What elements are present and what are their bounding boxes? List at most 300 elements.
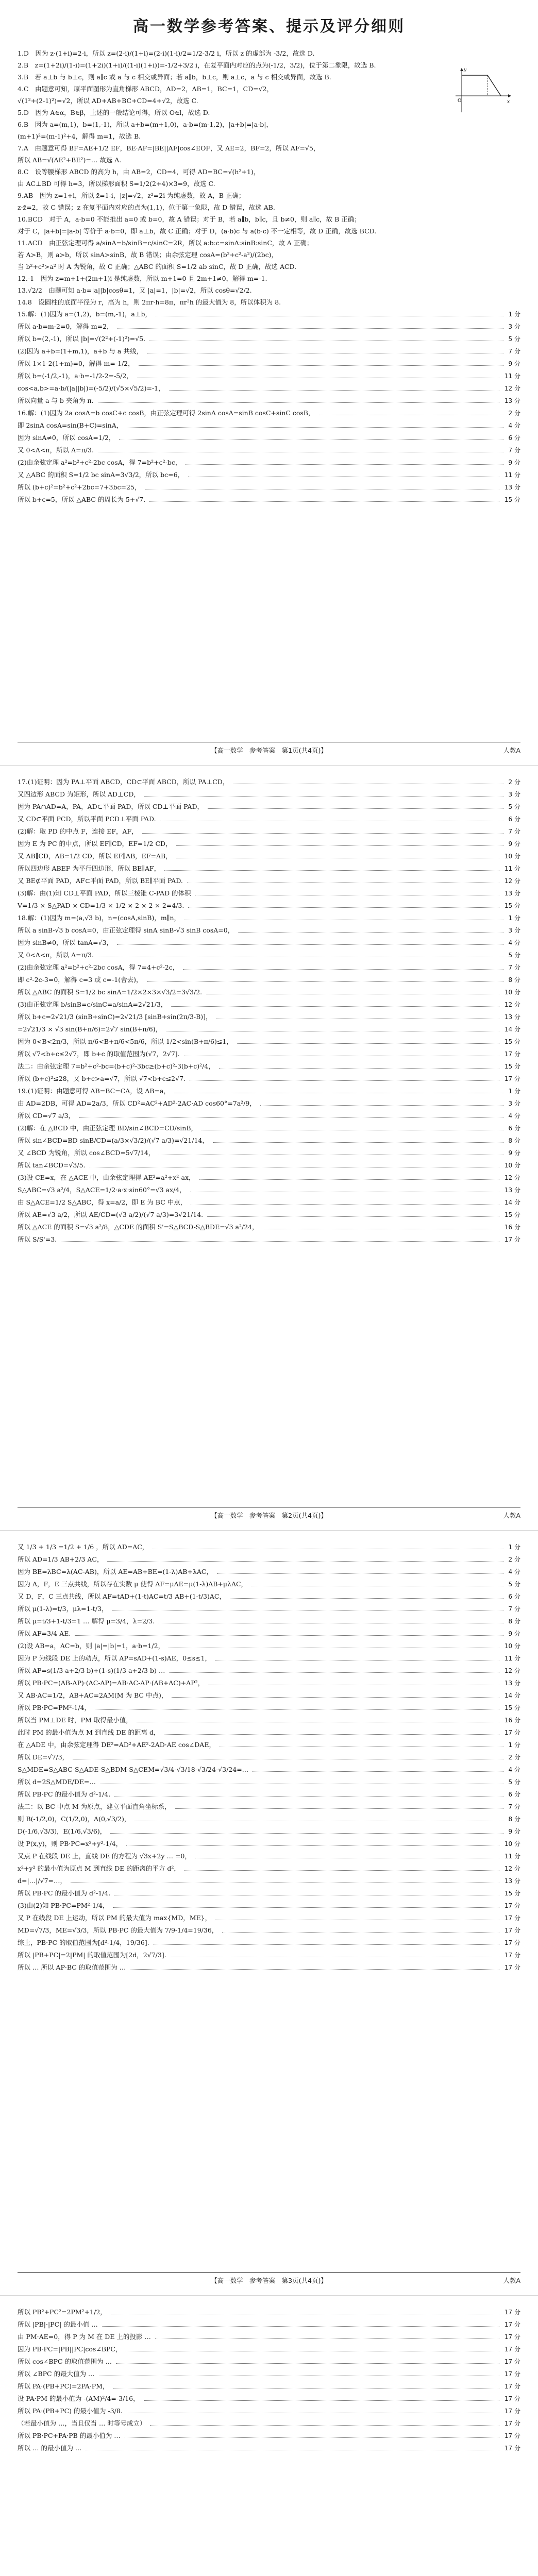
answer-text: 所以 (b+c)²=b²+c²+2bc=7+3bc=25， — [18, 483, 141, 491]
answer-line — [18, 1776, 520, 1788]
page-footer — [18, 2272, 520, 2288]
score-mark: 17 分 — [504, 2346, 520, 2353]
answer-text: 因为 sinA≠0，所以 cosA=1/2， — [18, 434, 115, 442]
answer-line — [18, 2405, 520, 2417]
answer-text: 14.8 设圆柱的底面半径为 r，高为 h，则 2πr·h=8π，πr²h 的最大值为 8，所以体积为 8. — [18, 298, 281, 306]
answer-text: 设 PA·PM 的最小值为 -(AM)²/4=-3/16， — [18, 2395, 140, 2402]
answer-text: 所以 AP=s(1/3 a+2/3 b)+(1-s)(1/3 a+2/3 b) … — [18, 1667, 165, 1674]
answer-text: (2)因为 a+b=(1+m,1)，a+b 与 a 共线， — [18, 347, 143, 355]
dotted-leader — [125, 2437, 499, 2438]
footer-edition-code: 人教A — [503, 2277, 520, 2284]
answer-line — [18, 1023, 520, 1036]
score-mark: 8 分 — [508, 1618, 520, 1625]
answer-line — [18, 370, 520, 382]
dotted-leader — [253, 1771, 503, 1772]
score-mark: 1 分 — [508, 1088, 520, 1095]
answer-text: 4.C 由题意可知，原平面图形为直角梯形 ABCD，AD=2，AB=1，BC=1，CD=√2， — [18, 85, 273, 93]
answer-text: 因为 0<B<2π/3，所以 π/6<B+π/6<5π/6，所以 1/2<sin(B+π/6)≤1， — [18, 1038, 233, 1045]
score-mark: 4 分 — [508, 1568, 520, 1575]
dotted-leader — [130, 1969, 499, 1970]
score-mark: 6 分 — [508, 1125, 520, 1132]
answer-line — [18, 1813, 520, 1825]
answer-line — [18, 456, 520, 469]
dotted-leader — [169, 1672, 499, 1673]
answer-line — [18, 887, 520, 900]
answer-line — [18, 1961, 520, 1974]
answer-line — [18, 1048, 520, 1060]
answer-line — [18, 333, 520, 345]
answer-text: 10.BCD 对于 A，a·b=0 不能推出 a=0 或 b=0，故 A 错误；对于 B，若 a∥b，b∥c，且 b≠0，则 a∥c，故 B 正确； — [18, 215, 361, 223]
answer-text: 5.D 因为 A∈α，B∈β，上述的一般结论可得，所以 O∈l，故选 D. — [18, 109, 210, 116]
score-mark: 2 分 — [508, 778, 520, 786]
answer-line — [18, 986, 520, 998]
answer-line — [18, 2380, 520, 2393]
answer-text: 因为 sinB≠0，所以 tanA=√3， — [18, 939, 113, 946]
dotted-leader — [102, 2326, 499, 2327]
score-mark: 13 分 — [504, 1013, 520, 1021]
answer-line — [18, 83, 520, 95]
answer-text: 所以 μ(1-λ)=t/3，μλ=1-t/3， — [18, 1605, 108, 1613]
answer-line — [18, 862, 520, 875]
answer-line — [18, 1566, 520, 1578]
answer-text: (2)解：在 △BCD 中，由正弦定理 BD/sin∠BCD=CD/sinB， — [18, 1124, 198, 1132]
dotted-leader — [61, 1241, 499, 1242]
score-mark: 17 分 — [504, 1050, 520, 1058]
answer-text: 6.B 因为 a=(m,1)，b=(1,-1)，所以 a+b=(m+1,0)，a-b=(m-1,2)，|a+b|=|a-b|， — [18, 121, 273, 128]
answer-line — [18, 813, 520, 825]
answer-text: (2)由余弦定理 a²=b²+c²-2bc cosA，得 7=b²+c²-bc， — [18, 459, 182, 466]
answer-text: MD=√7/3，ME=√3/3，所以 PB·PC 的最大值为 7/9-1/4=19/36， — [18, 1926, 218, 1934]
answer-text: 所以 AE=√3 a/2，所以 AE/CD=(√3 a/2)/(√7 a/3)=3√21/14. — [18, 1211, 204, 1218]
answer-text: (3)由正弦定理 b/sinB=c/sinC=a/sinA=2√21/3， — [18, 1001, 167, 1008]
answer-text: 所以向量 a 与 b 夹角为 π. — [18, 397, 94, 404]
score-mark: 15 分 — [504, 902, 520, 909]
dotted-leader — [171, 1006, 499, 1007]
score-mark: 10 分 — [504, 989, 520, 996]
dotted-leader — [176, 845, 503, 846]
score-mark: 11 分 — [504, 372, 520, 380]
answer-text: 所以 |PB|·|PC| 的最小值 … — [18, 2320, 98, 2328]
answer-line — [18, 2430, 520, 2442]
answer-text: 对于 C，|a+b|=|a-b| 等价于 a·b=0，即 a⊥b，故 C 正确；对于 D，(a·b)c 与 a(b·c) 不一定相等，故 D 正确，故选 BCD. — [18, 227, 377, 235]
answer-line — [18, 2355, 520, 2368]
dotted-leader — [184, 1870, 499, 1871]
score-mark: 4 分 — [508, 422, 520, 429]
score-mark: 17 分 — [504, 1729, 520, 1736]
dotted-leader — [238, 932, 503, 933]
score-mark: 15 分 — [504, 1038, 520, 1045]
score-mark: 17 分 — [504, 1939, 520, 1946]
dotted-leader — [117, 944, 503, 945]
answer-text: 所以当 PM⊥DE 时，PM 取得最小值， — [18, 1716, 132, 1724]
answer-line — [18, 1578, 520, 1590]
answer-text: 因为 A，F，E 三点共线，所以存在实数 μ 使得 AF=μAE=μ(1-λ)AB+μλAC， — [18, 1580, 248, 1588]
score-mark: 17 分 — [504, 2309, 520, 2316]
answer-line — [18, 1603, 520, 1615]
dotted-leader — [222, 1932, 499, 1933]
answer-text: 由 S△ACE=1/2 S△ABC，得 x=a/2，即 E 为 BC 中点， — [18, 1198, 187, 1206]
score-mark: 11 分 — [504, 1853, 520, 1860]
score-mark: 17 分 — [504, 1236, 520, 1243]
score-mark: 6 分 — [508, 1791, 520, 1798]
answer-text: 所以 μ=t/3+1-t/3=1 … 解得 μ=3/4，λ=2/3. — [18, 1617, 155, 1625]
score-mark: 17 分 — [504, 2395, 520, 2402]
score-mark: 12 分 — [504, 877, 520, 885]
score-mark: 17 分 — [504, 2432, 520, 2439]
answer-line — [18, 1677, 520, 1689]
answer-text: 因为 PA∩AD=A，PA，AD⊂平面 PAD，所以 CD⊥平面 PAD， — [18, 803, 204, 810]
answer-text: √(1²+(2-1)²)=√2，所以 AD+AB+BC+CD=4+√2，故选 C. — [18, 97, 198, 105]
score-mark: 1 分 — [508, 914, 520, 922]
answer-text: 所以 AD=1/3 AB+2/3 AC， — [18, 1555, 104, 1563]
answer-line — [18, 178, 520, 190]
answer-text: 所以 √7<b+c≤2√7，即 b+c 的取值范围为(√7，2√7]. — [18, 1050, 180, 1058]
answer-text: 所以 AF=3/4 AE. — [18, 1630, 71, 1637]
answer-line — [18, 1887, 520, 1900]
answer-line — [18, 1085, 520, 1097]
score-mark: 17 分 — [504, 2420, 520, 2427]
answer-line — [18, 1184, 520, 1196]
score-mark: 17 分 — [504, 2383, 520, 2390]
answer-text: S△MDE=S△ABC-S△ADE-S△BDM-S△CEM=√3/4-√3/18-√3/24-√3/24=… — [18, 1766, 249, 1773]
dotted-leader — [75, 1635, 503, 1636]
answer-text: 所以 … 的最小值为 … — [18, 2444, 82, 2452]
answer-line — [18, 382, 520, 395]
dotted-leader — [79, 1117, 503, 1118]
score-mark: 13 分 — [504, 1680, 520, 1687]
answer-text: 所以 b+c=2√21/3 (sinB+sinC)=2√21/3 [sinB+sin(2π/3-B)]， — [18, 1013, 212, 1021]
score-mark: 15 分 — [504, 496, 520, 503]
answer-line — [18, 1073, 520, 1085]
score-mark: 2 分 — [508, 1754, 520, 1761]
answer-line — [18, 237, 520, 249]
answer-text: 所以 △ABC 的面积 S=1/2 bc sinA=1/2×2×3×√3/2=3√3/2. — [18, 988, 203, 996]
answer-text: 又 0<A<π，所以 A=π/3. — [18, 951, 94, 959]
answer-text: (3)设 CE=x，在 △ACE 中，由余弦定理得 AE²=a²+x²-ax， — [18, 1174, 195, 1181]
answer-text: 又 D，F，C 三点共线，所以 AF=tAD+(1-t)AC=t/3 AB+(1-t/3)AC， — [18, 1592, 226, 1600]
answer-text: 综上，PB·PC 的取值范围为[d²-1/4，19/36]. — [18, 1939, 149, 1946]
score-mark: 7 分 — [508, 828, 520, 835]
answer-line — [18, 1900, 520, 1912]
score-mark: 6 分 — [508, 816, 520, 823]
answer-text: 所以 1×1-2(1+m)=0，解得 m=-1/2， — [18, 360, 134, 367]
answer-line — [18, 1764, 520, 1776]
answer-line — [18, 1702, 520, 1714]
score-mark: 13 分 — [504, 397, 520, 404]
answer-text: (3)解：由(1)知 CD⊥平面 PAD，所以三棱锥 C-PAD 的体积 — [18, 889, 191, 897]
answer-line — [18, 47, 520, 59]
answer-line — [18, 1875, 520, 1887]
answer-text: 3.B 若 a⊥b 与 b⊥c，则 a∥c 或 a 与 c 相交或异面；若 a∥b，b⊥c，则 a⊥c，a 与 c 相交或异面，故选 B. — [18, 73, 331, 81]
answer-line — [18, 1097, 520, 1110]
dotted-leader — [186, 464, 503, 465]
answer-line — [18, 320, 520, 333]
dotted-leader — [147, 981, 503, 982]
score-mark: 17 分 — [504, 2370, 520, 2378]
score-mark: 6 分 — [508, 1593, 520, 1600]
dotted-leader — [110, 1833, 503, 1834]
answer-text: 2.B z=(1+2i)/(1-i)=(1+2i)(1+i)/((1-i)(1+i))=-1/2+3/2 i，在复平面内对应的点为(-1/2，3/2)，位于第二象限，故选 B. — [18, 61, 376, 69]
answer-line — [18, 961, 520, 974]
score-mark: 17 分 — [504, 1964, 520, 1971]
score-mark: 11 分 — [504, 1655, 520, 1662]
answer-text: d=|…|/√7=…， — [18, 1877, 67, 1885]
dotted-leader — [98, 402, 499, 403]
x-axis-arrow — [508, 94, 511, 97]
dotted-leader — [169, 390, 499, 391]
dotted-leader — [230, 1598, 503, 1599]
score-mark: 3 分 — [508, 323, 520, 330]
score-mark: 9 分 — [508, 360, 520, 367]
answer-page-4 — [0, 2295, 538, 2576]
answer-line — [18, 71, 520, 83]
answer-text: （若最小值为 …，当且仅当 … 时等号成立） — [18, 2419, 146, 2427]
trapezoid-outline — [462, 75, 501, 96]
answer-line — [18, 875, 520, 887]
answer-text: 所以 ∠BPC 的最大值为 … — [18, 2370, 95, 2378]
score-mark: 12 分 — [504, 385, 520, 392]
answer-text: V=1/3 × S△PAD × CD=1/3 × 1/2 × 2 × 2 × 2=4/3. — [18, 902, 184, 909]
answer-text: 15.解：(1)因为 a=(1,2)，b=(m,-1)，a⊥b， — [18, 310, 152, 318]
answer-text: 所以 sin∠BCD=BD sinB/CD=(a/3×√3/2)/(√7 a/3)=√21/14， — [18, 1137, 209, 1144]
score-mark: 9 分 — [508, 1149, 520, 1157]
document-title: 高一数学参考答案、提示及评分细则 — [133, 18, 405, 36]
score-mark: 17 分 — [504, 2408, 520, 2415]
answer-line — [18, 1159, 520, 1172]
answer-line — [18, 912, 520, 924]
dotted-leader — [175, 1808, 503, 1809]
answer-line — [18, 1553, 520, 1566]
dotted-leader — [117, 328, 503, 329]
answer-line — [18, 2417, 520, 2430]
score-mark: 10 分 — [504, 1642, 520, 1650]
answer-line — [18, 998, 520, 1011]
answer-text: 因为 PB·PC=|PB||PC|cos∠BPC， — [18, 2345, 122, 2353]
footer-edition-code: 人教A — [503, 1512, 520, 1519]
answer-text: 所以 PB·PC 的最小值为 d²-1/4. — [18, 1790, 111, 1798]
answer-text: 12.-1 因为 z=m+1+(2m+1)i 是纯虚数，所以 m+1=0 且 2m+1≠0，解得 m=-1. — [18, 275, 267, 282]
dotted-leader — [237, 1043, 499, 1044]
x-label: x — [507, 99, 510, 105]
score-mark: 17 分 — [504, 2358, 520, 2365]
answer-text: 所以 tan∠BCD=√3/5. — [18, 1161, 86, 1169]
answer-text: 由 PM·AE=0，得 P 为 M 在 DE 上的投影 … — [18, 2333, 151, 2341]
answer-text: 当 b²+c²>a² 时 A 为锐角，故 C 正确；△ABC 的面积 S=1/2 ab sinC，故 D 正确，故选 ACD. — [18, 263, 297, 270]
footer-page-label: 【高一数学 参考答案 第1页(共4页)】 — [211, 747, 327, 754]
answer-text: 17.(1)证明：因为 PA⊥平面 ABCD，CD⊂平面 ABCD，所以 PA⊥CD， — [18, 778, 229, 786]
score-mark: 15 分 — [504, 1890, 520, 1897]
answer-line — [18, 432, 520, 444]
answer-line — [18, 1233, 520, 1246]
answer-text: D(-1/6,√3/3)，E(1/6,√3/6)， — [18, 1827, 107, 1835]
answer-text: 又 P 在线段 DE 上运动，所以 PM 的最大值为 max{MD，ME}， — [18, 1914, 212, 1922]
answer-text: (2)设 AB=a，AC=b，则 |a|=|b|=1，a·b=1/2， — [18, 1642, 165, 1650]
answer-text: 所以 d=2S△MDE/DE=… — [18, 1778, 96, 1786]
dotted-leader — [190, 1080, 499, 1081]
answer-line — [18, 838, 520, 850]
answer-text: 所以 (b+c)²≤28，又 b+c>a=√7，所以 √7<b+c≤2√7. — [18, 1075, 186, 1082]
answer-line — [18, 2393, 520, 2405]
score-mark: 11 分 — [504, 865, 520, 872]
answer-line — [18, 345, 520, 358]
score-mark: 7 分 — [508, 447, 520, 454]
answer-line — [18, 213, 520, 225]
answer-line — [18, 1615, 520, 1628]
score-mark: 10 分 — [504, 1162, 520, 1169]
answer-line — [18, 1801, 520, 1813]
answer-text: cos<a,b>=a·b/(|a||b|)=(-5/2)/(√5×√5/2)=-1， — [18, 384, 165, 392]
answer-line — [18, 201, 520, 213]
answer-text: 又 0<A<π，所以 A=π/3. — [18, 446, 94, 454]
answer-line — [18, 2331, 520, 2343]
answer-text: 11.ACD 由正弦定理可得 a/sinA=b/sinB=c/sinC=2R，所以 a:b:c=sinA:sinB:sinC，故 A 正确； — [18, 239, 313, 247]
answer-text: 所以 a·b=m-2=0，解得 m=2， — [18, 323, 113, 330]
answer-page-3 — [0, 1530, 538, 2295]
answer-line — [18, 949, 520, 961]
answer-line — [18, 1689, 520, 1702]
answer-text: x²+y² 的最小值为原点 M 到直线 DE 的距离的平方 d²， — [18, 1865, 180, 1872]
answer-text: 13.√2/2 由题可知 a·b=|a||b|cosθ=1，又 |a|=1，|b|=√2，所以 cosθ=√2/2. — [18, 286, 252, 294]
page-footer — [18, 1507, 520, 1523]
score-mark: 15 分 — [504, 1063, 520, 1070]
dotted-leader — [155, 2338, 499, 2339]
answer-line — [18, 118, 520, 130]
answer-line — [18, 2306, 520, 2318]
answer-line — [18, 1209, 520, 1221]
answer-text: S△ABC=√3 a²/4，S△ACE=1/2·a·x·sin60°=√3 ax/4， — [18, 1186, 186, 1194]
answer-line — [18, 358, 520, 370]
answer-line — [18, 801, 520, 813]
answer-text: 又 1/3 + 1/3 =1/2 + 1/6 ，所以 AD=AC， — [18, 1543, 149, 1551]
answer-line — [18, 1196, 520, 1209]
answer-text: 9.AB 因为 z=1+i，所以 z̄=1-i，|z|=√2，z²=2i 为纯虚数，故 A，B 正确； — [18, 192, 245, 199]
quadratic-graph-figure — [451, 65, 513, 114]
answer-line — [18, 1751, 520, 1764]
dotted-leader — [164, 1734, 499, 1735]
answer-text: 又 AB·AC=1/2，AB+AC=2AM(M 为 BC 中点)， — [18, 1691, 168, 1699]
answer-line — [18, 1838, 520, 1850]
score-mark: 1 分 — [508, 1741, 520, 1749]
answer-text: 所以 PB·PC+PA·PB 的最小值为 … — [18, 2432, 121, 2439]
score-mark: 1 分 — [508, 311, 520, 318]
answer-line — [18, 776, 520, 788]
answer-text: 所以 PA·(PB+PC) 的最小值为 -3/8. — [18, 2407, 123, 2415]
answer-line — [18, 2318, 520, 2331]
answer-text: 若 A>B，则 a>b，所以 sinA>sinB，故 B 错误；由余弦定理 cosA=(b²+c²-a²)/(2bc)， — [18, 251, 278, 259]
answer-line — [18, 95, 520, 107]
answer-line — [18, 273, 520, 284]
answer-text: 所以 a sinB-√3 b cosA=0，由正弦定理得 sinA sinB-√3 sinB cosA=0， — [18, 926, 234, 934]
score-mark: 4 分 — [508, 939, 520, 946]
answer-text: 又 BE⊄平面 PAD，AF⊂平面 PAD，所以 BE∥平面 PAD. — [18, 877, 183, 885]
answer-text: 因为 P 为线段 DE 上的动点，所以 AP=sAD+(1-s)AE，0≤s≤1， — [18, 1654, 212, 1662]
answer-text: 在 △ADE 中，由余弦定理得 DE²=AD²+AE²-2AD·AE cos∠DAE， — [18, 1741, 215, 1749]
score-mark: 7 分 — [508, 348, 520, 355]
score-mark: 14 分 — [504, 1199, 520, 1206]
score-mark: 5 分 — [508, 1778, 520, 1786]
dotted-leader — [142, 833, 503, 834]
dotted-leader — [127, 427, 503, 428]
answer-text: (m+1)²=(m-1)²+4，解得 m=1，故选 B. — [18, 132, 141, 140]
answer-text: 设 P(x,y)，则 PB·PC=x²+y²-1/4， — [18, 1840, 123, 1848]
answer-text: 又 △ABC 的面积 S=1/2 bc sinA=3√3/2，所以 bc=6， — [18, 471, 184, 479]
answer-text: 所以 |PB+PC|=2|PM| 的取值范围为[2d，2√7/3]. — [18, 1951, 166, 1959]
answer-page-2 — [0, 765, 538, 1530]
answer-line — [18, 1172, 520, 1184]
answer-line — [18, 1937, 520, 1949]
answer-line — [18, 1665, 520, 1677]
score-mark: 3 分 — [508, 927, 520, 934]
score-mark: 16 分 — [504, 1717, 520, 1724]
dotted-leader — [116, 2363, 499, 2364]
answer-text: 即 2sinA cosA=sin(B+C)=sinA， — [18, 421, 123, 429]
answer-text: 则 B(-1/2,0)，C(1/2,0)，A(0,√3/2)， — [18, 1815, 131, 1823]
dotted-leader — [208, 808, 503, 809]
answer-text: 18.解：(1)因为 m=(a,√3 b)，n=(cosA,sinB)，m∥n， — [18, 914, 181, 922]
answer-line — [18, 1924, 520, 1937]
answer-line — [18, 1110, 520, 1122]
score-mark: 5 分 — [508, 803, 520, 810]
score-mark: 12 分 — [504, 1174, 520, 1181]
score-mark: 17 分 — [504, 1914, 520, 1922]
score-mark: 10 分 — [504, 1840, 520, 1848]
dotted-leader — [207, 1216, 499, 1217]
answer-line — [18, 190, 520, 201]
footer-edition-code: 人教A — [503, 747, 520, 754]
answer-line — [18, 166, 520, 178]
dotted-leader — [183, 969, 503, 970]
answer-line — [18, 407, 520, 419]
answer-text: 8.C 设等腰梯形 ABCD 的高为 h，由 AB=2，CD=4，可得 AD=BC=√(h²+1)， — [18, 168, 260, 176]
dotted-leader — [154, 1944, 499, 1945]
dotted-leader — [113, 1907, 499, 1908]
score-mark: 16 分 — [504, 1224, 520, 1231]
answer-line — [18, 296, 520, 308]
score-mark: 15 分 — [504, 1704, 520, 1711]
answer-line — [18, 1590, 520, 1603]
dotted-leader — [172, 1697, 499, 1698]
answer-text: 所以 CD=√7 a/3， — [18, 1112, 75, 1120]
answer-line — [18, 1011, 520, 1023]
answer-line — [18, 469, 520, 481]
answer-text: 又 AB∥CD，AB=1/2 CD，所以 EF∥AB，EF=AB， — [18, 852, 172, 860]
answer-line — [18, 154, 520, 166]
dotted-leader — [126, 1845, 499, 1846]
dotted-leader — [150, 2425, 499, 2426]
score-mark: 13 分 — [504, 1877, 520, 1885]
answer-line — [18, 1122, 520, 1134]
answer-line — [18, 825, 520, 838]
score-mark: 13 分 — [504, 1187, 520, 1194]
answer-line — [18, 974, 520, 986]
answer-line — [18, 2343, 520, 2355]
answer-line — [18, 1850, 520, 1862]
score-mark: 7 分 — [508, 964, 520, 971]
answer-line — [18, 924, 520, 937]
answer-text: 又 ∠BCD 为锐角，所以 cos∠BCD=5√7/14， — [18, 1149, 155, 1157]
answer-line — [18, 419, 520, 432]
dotted-leader — [188, 907, 499, 908]
answer-line — [18, 1541, 520, 1553]
answer-line — [18, 1628, 520, 1640]
answer-text: 又 CD⊂平面 PCD，所以平面 PCD⊥平面 PAD. — [18, 815, 156, 823]
answer-line — [18, 2368, 520, 2380]
score-mark: 17 分 — [504, 2445, 520, 2452]
answer-line — [18, 1060, 520, 1073]
answer-text: 所以 … 所以 AP·BC 的取值范围为 … — [18, 1963, 126, 1971]
answer-text: z·z̄=2，故 C 错误；z 在复平面内对应的点为(1,1)，位于第一象限，故 D 错误，故选 AB. — [18, 204, 275, 211]
answer-text: 即 c²-2c-3=0，解得 c=3 或 c=-1(舍去)， — [18, 976, 143, 984]
